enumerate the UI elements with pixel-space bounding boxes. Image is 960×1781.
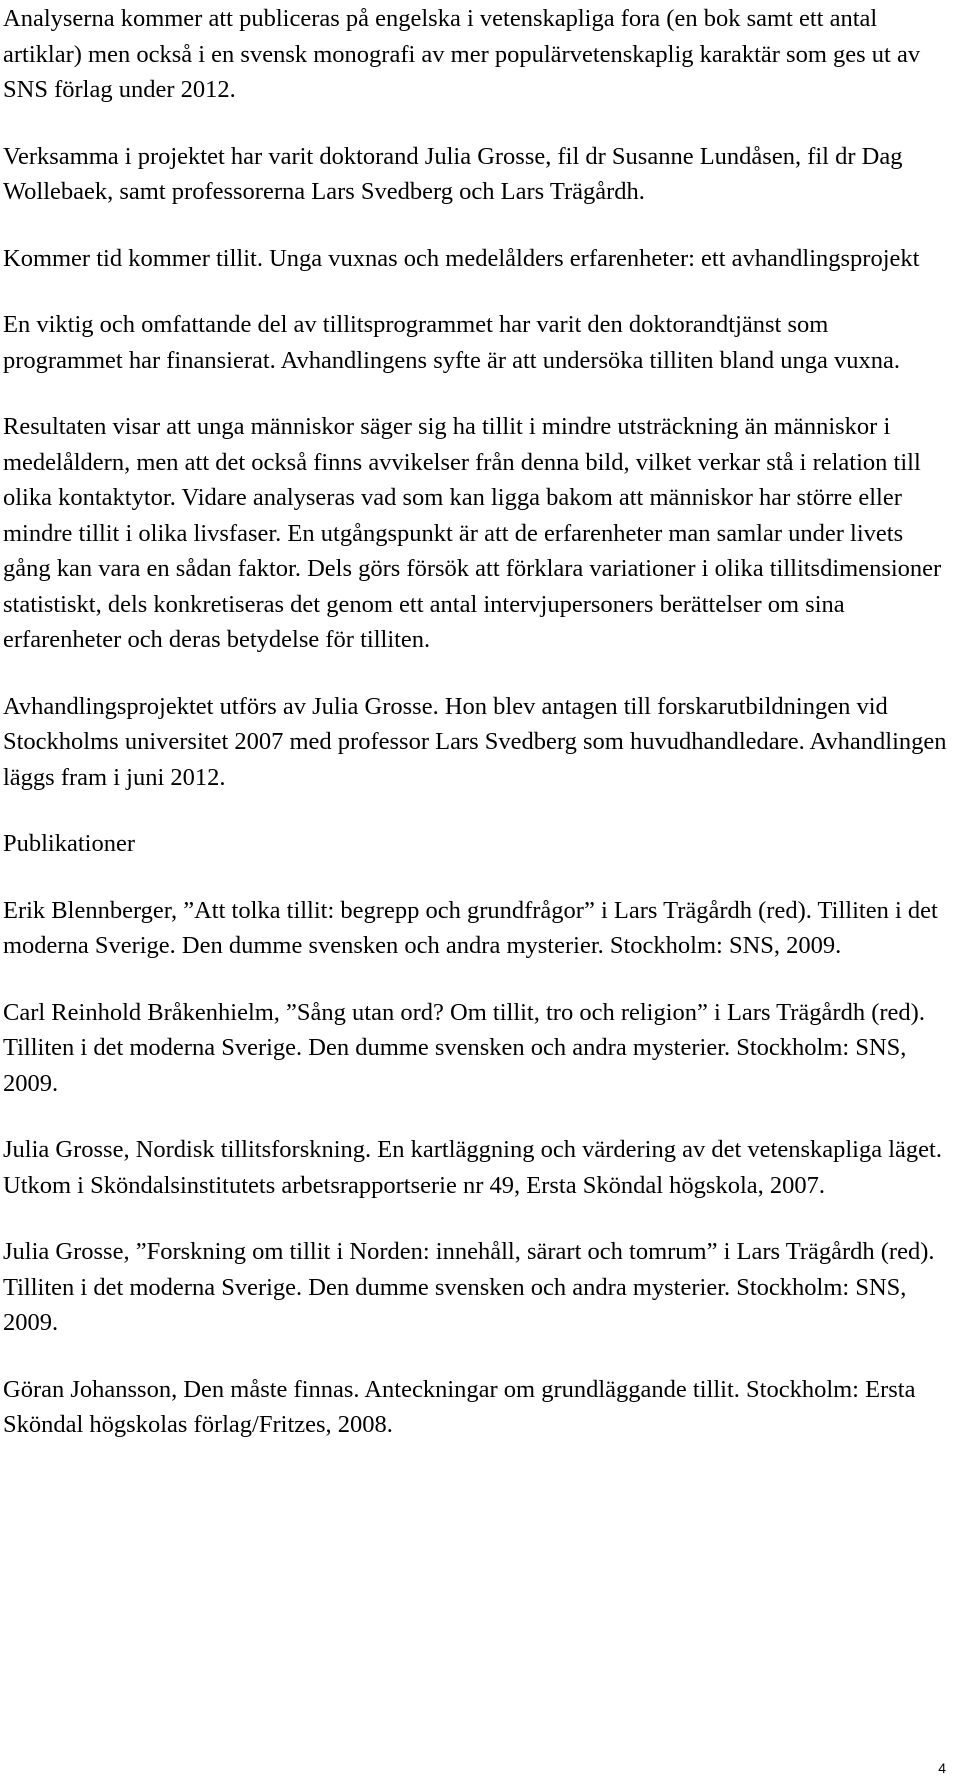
- paragraph-thesis-author: Avhandlingsprojektet utförs av Julia Grosse. Hon blev antagen till forskarutbildningen vid Stockholms universitet 2007 med professor Lars Svedberg som huvudhandledare. Avhandlingen läggs fram i juni 2012.: [3, 692, 947, 791]
- publication-item: Göran Johansson, Den måste finnas. Anteckningar om grundläggande tillit. Stockholm: Ersta Sköndal högskolas förlag/Fritzes, 2008.: [3, 1375, 916, 1438]
- section-heading-title: Kommer tid kommer tillit.: [3, 244, 263, 272]
- paragraph-thesis-purpose: En viktig och omfattande del av tillitsprogrammet har varit den doktorandtjänst som programmet har finansierat. Avhandlingens syfte är att undersöka tilliten bland unga vuxna.: [3, 311, 900, 374]
- publication-item: Julia Grosse, Nordisk tillitsforskning. En kartläggning och värdering av det vetenskapliga läget. Utkom i Sköndalsinstitutets arbetsrapportserie nr 49, Ersta Sköndal högskola, 2007.: [3, 1136, 942, 1199]
- document-page: [3, 1, 953, 1474]
- section-heading-thesis-project: [3, 241, 953, 277]
- publication-item: Erik Blennberger, ”Att tolka tillit: begrepp och grundfrågor” i Lars Trägårdh (red). Tilliten i det moderna Sverige. Den dumme svensken och andra mysterier. Stockholm: SNS, 2009.: [3, 896, 938, 959]
- publications-heading: Publikationer: [3, 830, 136, 857]
- publication-item: Julia Grosse, ”Forskning om tillit i Norden: innehåll, särart och tomrum” i Lars Trägårdh (red). Tilliten i det moderna Sverige. Den dumme svensken och andra mysterier. Stockholm: SNS, 2009.: [3, 1238, 935, 1336]
- paragraph-project-members: Verksamma i projektet har varit doktorand Julia Grosse, fil dr Susanne Lundåsen, fil dr Dag Wollebaek, samt professorerna Lars Svedberg och Lars Trägårdh.: [3, 142, 903, 205]
- publication-item: Carl Reinhold Bråkenhielm, ”Sång utan ord? Om tillit, tro och religion” i Lars Trägårdh (red). Tilliten i det moderna Sverige. Den dumme svensken och andra mysterier. Stockholm: SNS, 2009.: [3, 998, 925, 1097]
- page-number: 4: [938, 1760, 946, 1776]
- section-heading-subtitle: Unga vuxnas och medelålders erfarenheter: ett avhandlingsprojekt: [262, 244, 920, 272]
- paragraph-results: Resultaten visar att unga människor säger sig ha tillit i mindre utsträckning än människor i medelåldern, men att det också finns avvikelser från denna bild, vilket verkar stå i relation till olika kontaktytor. Vidare analyseras vad som kan ligga bakom att människor har större eller mindre tillit i olika livsfaser. En utgångspunkt är att de erfarenheter man samlar under livets gång kan vara en sådan faktor. Dels görs försök att förklara variationer i olika tillitsdimensioner statistiskt, dels konkretiseras det genom ett antal intervjupersoners berättelser om sina erfarenheter och deras betydelse för tilliten.: [3, 413, 942, 653]
- paragraph-publication-plans: Analyserna kommer att publiceras på engelska i vetenskapliga fora (en bok samt ett antal artiklar) men också i en svensk monografi av mer populärvetenskaplig karaktär som ges ut av SNS förlag under 2012.: [3, 5, 921, 103]
